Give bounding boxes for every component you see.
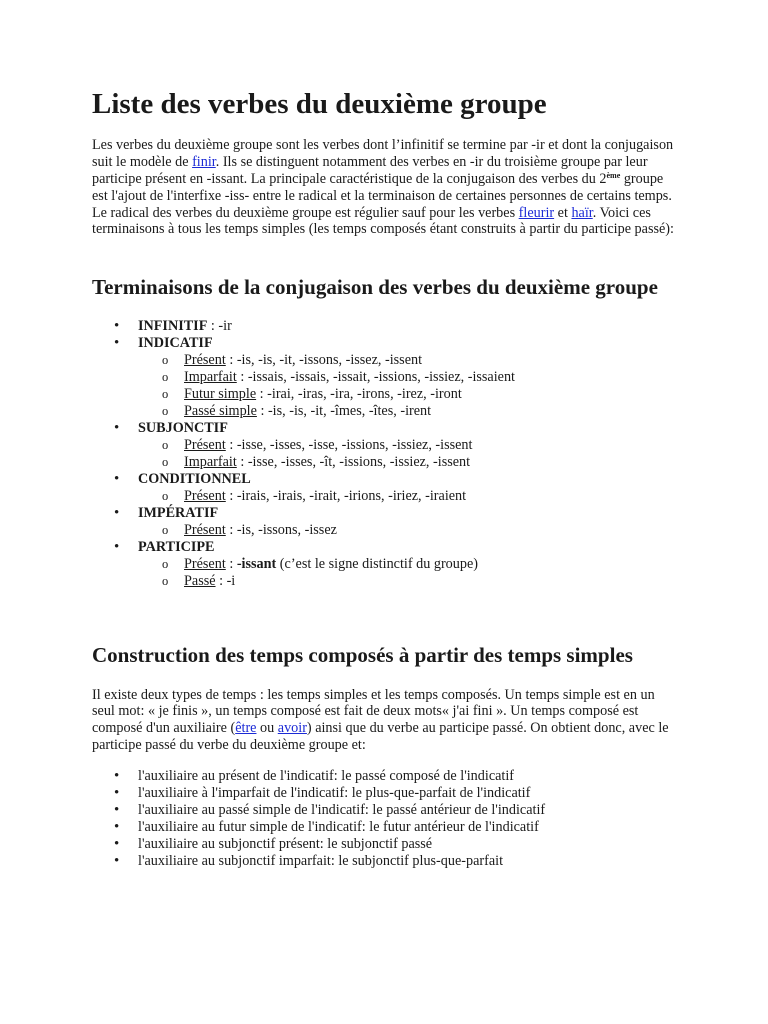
tense-item bbox=[162, 488, 676, 505]
compound-tenses-list bbox=[92, 768, 676, 870]
link-avoir[interactable]: avoir bbox=[277, 720, 307, 737]
page-title: Liste des verbes du deuxième groupe bbox=[92, 88, 547, 120]
mood-label: IMPÉRATIF bbox=[138, 505, 219, 522]
tense-endings: : -irai, -iras, -ira, -irons, -irez, -iront bbox=[256, 386, 462, 403]
tense-endings: : -is, -is, -it, -issons, -issez, -issent bbox=[225, 352, 423, 369]
section2-text-3: ) ainsi que du verbe au participe passé. On obtient donc, avec le participe passé du verbe du deuxième groupe et: bbox=[92, 720, 669, 754]
tense-label: Présent bbox=[184, 522, 226, 539]
section2-paragraph bbox=[92, 687, 676, 754]
list-item-indicatif bbox=[114, 335, 676, 420]
tense-item bbox=[162, 369, 676, 386]
list-item-infinitif bbox=[114, 318, 676, 335]
tense-endings: : -is, -issons, -issez bbox=[225, 522, 337, 539]
section-heading-construction: Construction des temps composés à partir des temps simples bbox=[92, 643, 633, 668]
list-item: • l'auxiliaire au subjonctif imparfait: le subjonctif plus-que-parfait bbox=[114, 853, 676, 870]
section2-text-2: ou bbox=[256, 720, 278, 737]
tense-endings: : -isse, -isses, -isse, -issions, -issiez, -issent bbox=[225, 437, 473, 454]
link-etre[interactable]: être bbox=[235, 720, 257, 737]
intro-text-1: Les verbes du deuxième groupe sont les verbes dont l’infinitif se termine par -ir et dont la conjugaison suit le modèle de bbox=[92, 137, 674, 171]
tense-item bbox=[162, 386, 676, 403]
tense-endings: : -isse, -isses, -ît, -issions, -issiez, -issent bbox=[236, 454, 471, 471]
tense-note: (c’est le signe distinctif du groupe) bbox=[276, 556, 478, 573]
list-item-conditionnel bbox=[114, 471, 676, 505]
tense-label: Imparfait bbox=[184, 369, 237, 386]
list-item: • l'auxiliaire à l'imparfait de l'indicatif: le plus-que-parfait de l'indicatif bbox=[114, 785, 676, 802]
tense-label: Imparfait bbox=[184, 454, 237, 471]
tense-item bbox=[162, 437, 676, 454]
superscript-eme: ème bbox=[606, 170, 621, 180]
tense-item bbox=[162, 573, 676, 590]
mood-endings: : -ir bbox=[207, 318, 232, 335]
tense-endings: : -i bbox=[215, 573, 236, 590]
section2-text-1: Il existe deux types de temps : les temps simples et les temps composés. Un temps simple est en un seul mot: « je finis », un temps composé est fait de deux mots« j'ai fini ». Un temps composé est composé d'un auxiliaire ( bbox=[92, 686, 655, 737]
conditionnel-tenses bbox=[138, 488, 676, 505]
list-item-participe bbox=[114, 539, 676, 590]
mood-label: SUBJONCTIF bbox=[138, 420, 228, 437]
tense-endings: : -irais, -irais, -irait, -irions, -iriez, -iraient bbox=[225, 488, 467, 505]
tense-item bbox=[162, 556, 676, 573]
intro-paragraph bbox=[92, 137, 676, 238]
list-item-subjonctif bbox=[114, 420, 676, 471]
tense-endings: : -is, -is, -it, -îmes, -îtes, -irent bbox=[256, 403, 432, 420]
mood-label: INDICATIF bbox=[138, 335, 213, 352]
tense-label: Futur simple bbox=[184, 386, 257, 403]
list-item: • l'auxiliaire au futur simple de l'indicatif: le futur antérieur de l'indicatif bbox=[114, 819, 676, 836]
link-fleurir[interactable]: fleurir bbox=[518, 204, 555, 221]
imperatif-tenses bbox=[138, 522, 676, 539]
intro-text-4: et bbox=[554, 204, 572, 221]
tense-label: Passé simple bbox=[184, 403, 257, 420]
tense-item bbox=[162, 403, 676, 420]
mood-label: INFINITIF bbox=[138, 318, 208, 335]
participe-tenses bbox=[138, 556, 676, 590]
tense-item bbox=[162, 352, 676, 369]
tense-endings: : -issais, -issais, -issait, -issions, -issiez, -issaient bbox=[236, 369, 515, 386]
tense-item bbox=[162, 454, 676, 471]
list-item-imperatif bbox=[114, 505, 676, 539]
section-temps-composes bbox=[92, 642, 676, 869]
list-item: • l'auxiliaire au présent de l'indicatif: le passé composé de l'indicatif bbox=[114, 768, 676, 785]
indicatif-tenses bbox=[138, 352, 676, 420]
list-item: • l'auxiliaire au subjonctif présent: le subjonctif passé bbox=[114, 836, 676, 853]
link-finir[interactable]: finir bbox=[192, 154, 216, 171]
tense-label: Présent bbox=[184, 437, 226, 454]
tense-separator: : bbox=[225, 556, 237, 573]
mood-label: CONDITIONNEL bbox=[138, 471, 251, 488]
link-hair[interactable]: haïr bbox=[571, 204, 593, 221]
endings-list bbox=[92, 318, 676, 590]
tense-label: Présent bbox=[184, 488, 226, 505]
tense-endings-bold: -issant bbox=[236, 556, 277, 573]
tense-label: Présent bbox=[184, 556, 226, 573]
mood-label: PARTICIPE bbox=[138, 539, 215, 556]
intro-text-5: . Voici ces terminaisons à tous les temps simples (les temps composés étant construits à partir du participe passé): bbox=[92, 204, 674, 238]
intro-text-2: . Ils se distinguent notamment des verbes en -ir du troisième groupe par leur participe présent en -issant. La principale caractéristique de la conjugaison des verbes du 2 bbox=[92, 154, 648, 187]
list-item: • l'auxiliaire au passé simple de l'indicatif: le passé antérieur de l'indicatif bbox=[114, 802, 676, 819]
tense-label: Présent bbox=[184, 352, 226, 369]
section-heading-terminaisons: Terminaisons de la conjugaison des verbes du deuxième groupe bbox=[92, 275, 658, 300]
subjonctif-tenses bbox=[138, 437, 676, 471]
tense-label: Passé bbox=[184, 573, 216, 590]
intro-text-3: groupe est l'ajout de l'interfixe -iss- entre le radical et la terminaison de certaines personnes de certains temps. Le radical des verbes du deuxième groupe est régulier sauf pour les verbes bbox=[92, 170, 672, 221]
tense-item bbox=[162, 522, 676, 539]
